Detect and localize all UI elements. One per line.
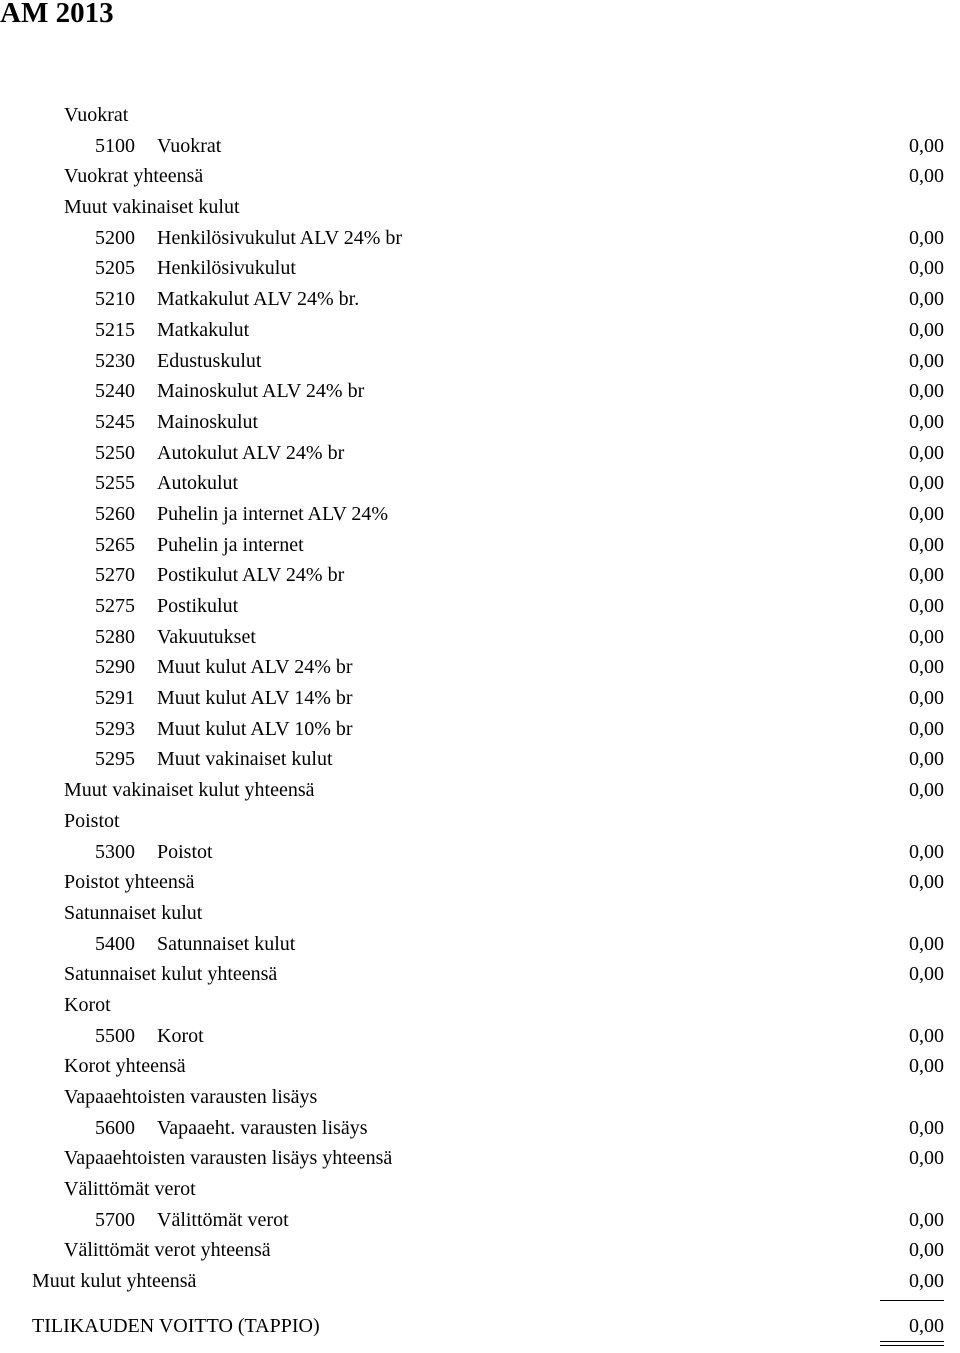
account-amount: 0,00 xyxy=(909,226,944,249)
section-heading-label: Vuokrat xyxy=(64,104,129,126)
account-number: 5265 xyxy=(95,533,135,556)
total-underline xyxy=(880,1300,944,1301)
result-amount: 0,00 xyxy=(909,1315,944,1337)
account-amount: 0,00 xyxy=(909,625,944,648)
account-amount: 0,00 xyxy=(909,595,944,617)
account-amount: 0,00 xyxy=(909,288,944,311)
account-name: Välittömät verot xyxy=(157,1208,289,1231)
account-name: Postikulut xyxy=(157,595,239,617)
account-row xyxy=(0,468,960,499)
account-row xyxy=(0,591,960,622)
section-heading xyxy=(0,100,960,131)
section-subtotal-row xyxy=(0,775,960,806)
account-row xyxy=(0,560,960,591)
account-amount: 0,00 xyxy=(909,1024,944,1047)
result-double-underline-bottom xyxy=(880,1345,944,1346)
account-name: Vapaaeht. varausten lisäys xyxy=(157,1116,368,1139)
account-number: 5290 xyxy=(95,656,135,679)
account-amount: 0,00 xyxy=(909,134,944,157)
account-amount: 0,00 xyxy=(909,932,944,955)
account-number: 5250 xyxy=(95,441,135,464)
account-number: 5245 xyxy=(95,410,135,433)
account-amount: 0,00 xyxy=(909,748,944,771)
account-row xyxy=(0,1113,960,1144)
account-number: 5280 xyxy=(95,625,135,648)
account-amount: 0,00 xyxy=(909,564,944,587)
account-number: 5215 xyxy=(95,318,135,341)
account-number: 5270 xyxy=(95,564,135,587)
account-row xyxy=(0,714,960,745)
account-amount: 0,00 xyxy=(909,1116,944,1139)
account-name: Henkilösivukulut ALV 24% br xyxy=(157,226,403,249)
account-row xyxy=(0,376,960,407)
account-name: Matkakulut ALV 24% br. xyxy=(157,288,360,311)
account-row xyxy=(0,837,960,868)
section-subtotal-row xyxy=(0,959,960,990)
total-amount: 0,00 xyxy=(909,1147,944,1170)
total-label: Poistot yhteensä xyxy=(64,871,195,894)
account-name: Vuokrat xyxy=(157,134,222,157)
section-heading-label: Vapaaehtoisten varausten lisäys xyxy=(64,1086,318,1108)
account-row xyxy=(0,530,960,561)
page-title: AM 2013 xyxy=(0,0,114,29)
account-number: 5275 xyxy=(95,595,135,617)
account-number: 5205 xyxy=(95,257,135,280)
account-row xyxy=(0,284,960,315)
section-heading xyxy=(0,898,960,929)
account-number: 5400 xyxy=(95,932,135,955)
account-amount: 0,00 xyxy=(909,410,944,433)
grand-total-row xyxy=(0,1266,960,1297)
account-number: 5200 xyxy=(95,226,135,249)
total-amount: 0,00 xyxy=(909,871,944,894)
account-name: Puhelin ja internet ALV 24% xyxy=(157,502,389,525)
account-amount: 0,00 xyxy=(909,257,944,280)
result-label: TILIKAUDEN VOITTO (TAPPIO) xyxy=(32,1315,320,1337)
account-row xyxy=(0,499,960,530)
account-name: Muut vakinaiset kulut xyxy=(157,748,333,771)
result-double-underline-top xyxy=(880,1341,944,1342)
account-amount: 0,00 xyxy=(909,656,944,679)
account-row xyxy=(0,407,960,438)
account-row xyxy=(0,683,960,714)
account-amount: 0,00 xyxy=(909,717,944,740)
result-row xyxy=(0,1311,960,1341)
total-amount: 0,00 xyxy=(909,963,944,986)
account-number: 5255 xyxy=(95,472,135,495)
section-heading-label: Satunnaiset kulut xyxy=(64,901,203,924)
account-amount: 0,00 xyxy=(909,687,944,710)
section-subtotal-row xyxy=(0,1143,960,1174)
section-heading xyxy=(0,1082,960,1113)
total-amount: 0,00 xyxy=(909,1270,944,1293)
total-label: Vuokrat yhteensä xyxy=(64,165,204,188)
section-subtotal-row xyxy=(0,1235,960,1266)
account-row xyxy=(0,253,960,284)
account-amount: 0,00 xyxy=(909,349,944,372)
section-heading xyxy=(0,192,960,223)
total-label: Muut kulut yhteensä xyxy=(32,1270,197,1293)
account-number: 5260 xyxy=(95,502,135,525)
account-amount: 0,00 xyxy=(909,502,944,525)
account-row xyxy=(0,1021,960,1052)
account-name: Puhelin ja internet xyxy=(157,533,304,556)
section-heading xyxy=(0,1174,960,1205)
account-name: Muut kulut ALV 10% br xyxy=(157,717,353,740)
account-row xyxy=(0,223,960,254)
account-row xyxy=(0,929,960,960)
account-number: 5230 xyxy=(95,349,135,372)
account-number: 5500 xyxy=(95,1024,135,1047)
section-heading-label: Muut vakinaiset kulut xyxy=(64,196,240,219)
account-amount: 0,00 xyxy=(909,1208,944,1231)
account-row xyxy=(0,744,960,775)
account-amount: 0,00 xyxy=(909,441,944,464)
section-heading-label: Välittömät verot xyxy=(64,1178,196,1201)
total-label: Muut vakinaiset kulut yhteensä xyxy=(64,779,315,802)
total-amount: 0,00 xyxy=(909,1239,944,1262)
account-amount: 0,00 xyxy=(909,840,944,863)
total-label: Satunnaiset kulut yhteensä xyxy=(64,963,278,986)
account-number: 5240 xyxy=(95,380,135,403)
account-number: 5295 xyxy=(95,748,135,771)
section-subtotal-row xyxy=(0,161,960,192)
account-amount: 0,00 xyxy=(909,318,944,341)
account-name: Postikulut ALV 24% br xyxy=(157,564,345,587)
total-label: Vapaaehtoisten varausten lisäys yhteensä xyxy=(64,1147,393,1170)
total-amount: 0,00 xyxy=(909,1055,944,1078)
total-amount: 0,00 xyxy=(909,779,944,802)
account-row xyxy=(0,346,960,377)
account-row xyxy=(0,1205,960,1236)
section-heading-label: Poistot xyxy=(64,809,120,832)
section-subtotal-row xyxy=(0,867,960,898)
account-row xyxy=(0,131,960,162)
account-number: 5210 xyxy=(95,288,135,311)
account-number: 5293 xyxy=(95,717,135,740)
section-heading xyxy=(0,990,960,1021)
account-name: Edustuskulut xyxy=(157,349,262,372)
account-row xyxy=(0,622,960,653)
account-name: Muut kulut ALV 14% br xyxy=(157,687,353,710)
account-name: Korot xyxy=(157,1024,204,1047)
account-number: 5600 xyxy=(95,1116,135,1139)
account-name: Poistot xyxy=(157,840,213,863)
account-row xyxy=(0,438,960,469)
account-name: Henkilösivukulut xyxy=(157,257,296,280)
total-amount: 0,00 xyxy=(909,165,944,188)
account-number: 5291 xyxy=(95,687,135,710)
account-number: 5300 xyxy=(95,840,135,863)
account-name: Autokulut xyxy=(157,472,239,495)
account-number: 5100 xyxy=(95,134,135,157)
account-amount: 0,00 xyxy=(909,533,944,556)
total-label: Korot yhteensä xyxy=(64,1055,186,1078)
account-amount: 0,00 xyxy=(909,472,944,495)
account-row xyxy=(0,652,960,683)
account-name: Mainoskulut ALV 24% br xyxy=(157,380,365,403)
account-name: Satunnaiset kulut xyxy=(157,932,296,955)
account-name: Matkakulut xyxy=(157,318,250,341)
report-table xyxy=(0,100,960,1297)
account-amount: 0,00 xyxy=(909,380,944,403)
account-name: Mainoskulut xyxy=(157,410,259,433)
account-name: Muut kulut ALV 24% br xyxy=(157,656,353,679)
total-label: Välittömät verot yhteensä xyxy=(64,1239,271,1262)
account-name: Vakuutukset xyxy=(157,625,256,648)
account-row xyxy=(0,315,960,346)
account-name: Autokulut ALV 24% br xyxy=(157,441,345,464)
section-heading xyxy=(0,806,960,837)
section-subtotal-row xyxy=(0,1051,960,1082)
section-heading-label: Korot xyxy=(64,993,111,1016)
account-number: 5700 xyxy=(95,1208,135,1231)
